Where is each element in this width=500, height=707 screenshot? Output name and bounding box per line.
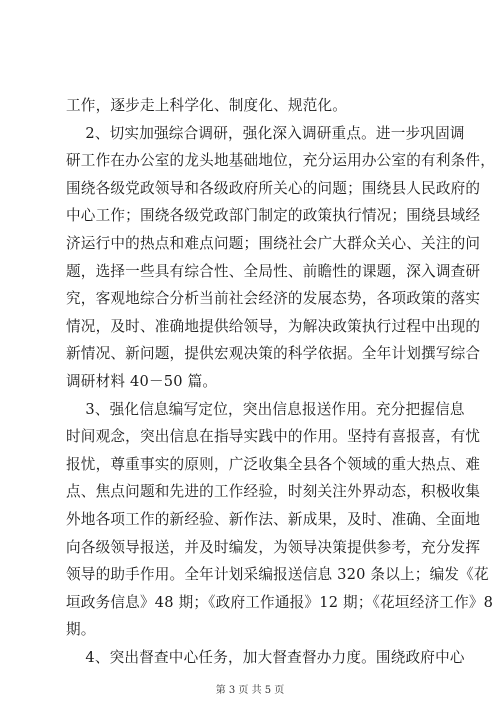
text-line: 中心工作；围绕各级党政部门制定的政策执行情况；围绕县域经: [66, 207, 481, 225]
text-line: 究，客观地综合分析当前社会经济的发展态势，各项政策的落实: [66, 290, 481, 308]
page-number-footer: 第 3 页 共 5 页: [215, 685, 285, 696]
text-line: 点、焦点问题和先进的工作经验，时刻关注外界动态，积极收集: [66, 483, 481, 501]
text-line: 期。: [66, 621, 96, 639]
text-line: 调研材料 40－50 篇。: [66, 372, 218, 390]
text-line: 垣政务信息》48 期；《政府工作通报》12 期；《花垣经济工作》8: [66, 593, 494, 611]
text-line: 领导的助手作用。全年计划采编报送信息 320 条以上；编发《花: [66, 566, 489, 584]
text-line: 3、强化信息编写定位，突出信息报送作用。充分把握信息: [66, 400, 465, 418]
document-body: [66, 92, 496, 671]
text-line: 题，选择一些具有综合性、全局性、前瞻性的课题，深入调查研: [66, 262, 481, 280]
text-line: 新情况、新问题，提供宏观决策的科学依据。全年计划撰写综合: [66, 345, 481, 363]
text-line: 向各级领导报送，并及时编发，为领导决策提供参考，充分发挥: [66, 538, 481, 556]
text-line: 研工作在办公室的龙头地基础地位，充分运用办公室的有利条件，: [66, 152, 496, 170]
text-line: 2、切实加强综合调研，强化深入调研重点。进一步巩固调: [66, 124, 465, 142]
text-line: 围绕各级党政领导和各级政府所关心的问题；围绕县人民政府的: [66, 179, 481, 197]
text-line: 时间观念，突出信息在指导实践中的作用。坚持有喜报喜，有忧: [66, 428, 481, 446]
text-line: 4、突出督查中心任务，加大督查督办力度。围绕政府中心: [66, 648, 465, 666]
text-line: 情况，及时、准确地提供给领导，为解决政策执行过程中出现的: [66, 317, 481, 335]
text-line: 济运行中的热点和难点问题；围绕社会广大群众关心、关注的问: [66, 234, 481, 252]
text-line: 外地各项工作的新经验、新作法、新成果，及时、准确、全面地: [66, 510, 481, 528]
text-line: 报忧，尊重事实的原则，广泛收集全县各个领域的重大热点、难: [66, 455, 481, 473]
text-line: 工作，逐步走上科学化、制度化、规范化。: [66, 97, 348, 114]
